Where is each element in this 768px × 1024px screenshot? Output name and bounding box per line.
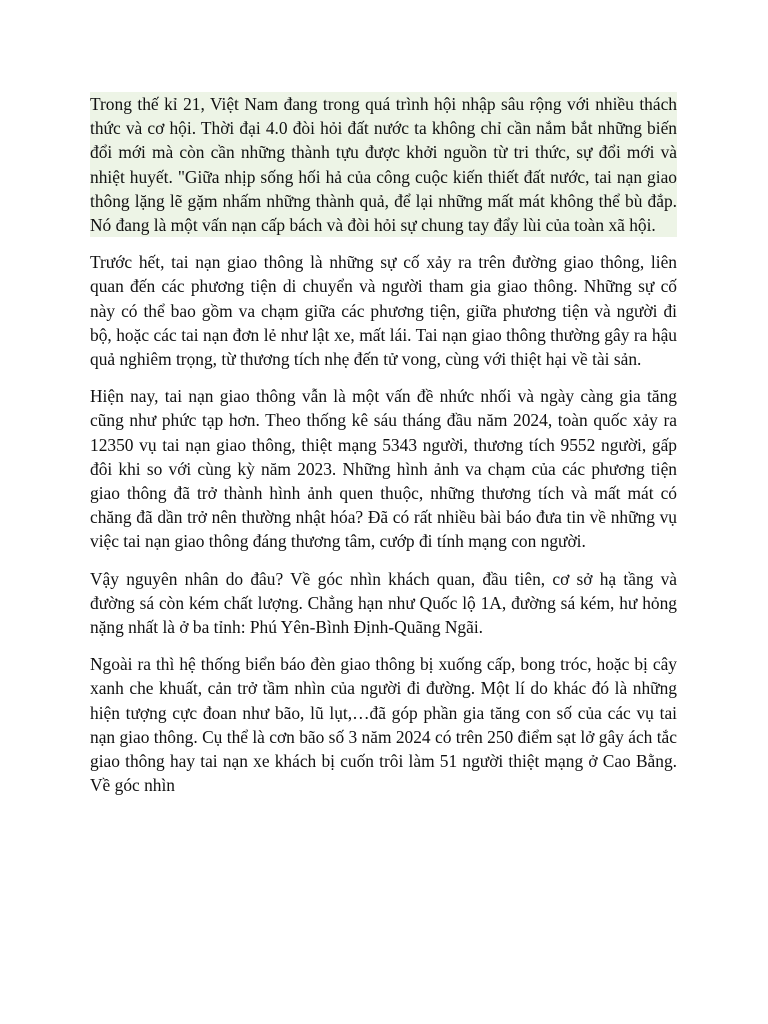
- paragraph-causes-signage-weather: Ngoài ra thì hệ thống biển báo đèn giao thông bị xuống cấp, bong tróc, hoặc bị cây xanh che khuất, cản trở tầm nhìn của người đi đường. Một lí do khác đó là những hiện tượng cực đoan như bão, lũ lụt,…đã góp phần gia tăng con số của các vụ tai nạn giao thông. Cụ thể là cơn bão số 3 năm 2024 có trên 250 điểm sạt lở gây ách tắc giao thông hay tai nạn xe khách bị cuốn trôi làm 51 người thiệt mạng ở Cao Bằng. Về góc nhìn: [90, 654, 677, 796]
- document-page: [90, 92, 677, 810]
- paragraph-causes-infrastructure: Vậy nguyên nhân do đâu? Về góc nhìn khách quan, đầu tiên, cơ sở hạ tầng và đường sá còn kém chất lượng. Chẳng hạn như Quốc lộ 1A, đường sá kém, hư hỏng nặng nhất là ở ba tỉnh: Phú Yên-Bình Định-Quãng Ngãi.: [90, 568, 677, 638]
- paragraph-statistics: Hiện nay, tai nạn giao thông vẫn là một vấn đề nhức nhối và ngày càng gia tăng cũng như phức tạp hơn. Theo thống kê sáu tháng đầu năm 2024, toàn quốc xảy ra 12350 vụ tai nạn giao thông, thiệt mạng 5343 người, thương tích 9552 người, gấp đôi khi so với cùng kỳ năm 2023. Những hình ảnh va chạm của các phương tiện giao thông đã trở thành hình ảnh quen thuộc, những thương tích và mất mát có chăng đã dần trở nên thường nhật hóa? Đã có rất nhiều bài báo đưa tin về những vụ việc tai nạn giao thông đáng thương tâm, cướp đi tính mạng con người.: [90, 386, 677, 552]
- paragraph-definition: Trước hết, tai nạn giao thông là những sự cố xảy ra trên đường giao thông, liên quan đến các phương tiện di chuyển và người tham gia giao thông. Những sự cố này có thể bao gồm va chạm giữa các phương tiện, giữa phương tiện và người đi bộ, hoặc các tai nạn đơn lẻ như lật xe, mất lái. Tai nạn giao thông thường gây ra hậu quả nghiêm trọng, từ thương tích nhẹ đến tử vong, cùng với thiệt hại về tài sản.: [90, 252, 677, 370]
- paragraph-intro-highlighted: Trong thế kỉ 21, Việt Nam đang trong quá trình hội nhập sâu rộng với nhiều thách thức và cơ hội. Thời đại 4.0 đòi hỏi đất nước ta không chỉ cần nắm bắt những biến đổi mới mà còn cần những thành tựu được khởi nguồn từ tri thức, sự đổi mới và nhiệt huyết. "Giữa nhịp sống hối hả của công cuộc kiến thiết đất nước, tai nạn giao thông lặng lẽ gặm nhấm những thành quả, để lại những mất mát không thể bù đắp. Nó đang là một vấn nạn cấp bách và đòi hỏi sự chung tay đẩy lùi của toàn xã hội.: [90, 92, 677, 237]
